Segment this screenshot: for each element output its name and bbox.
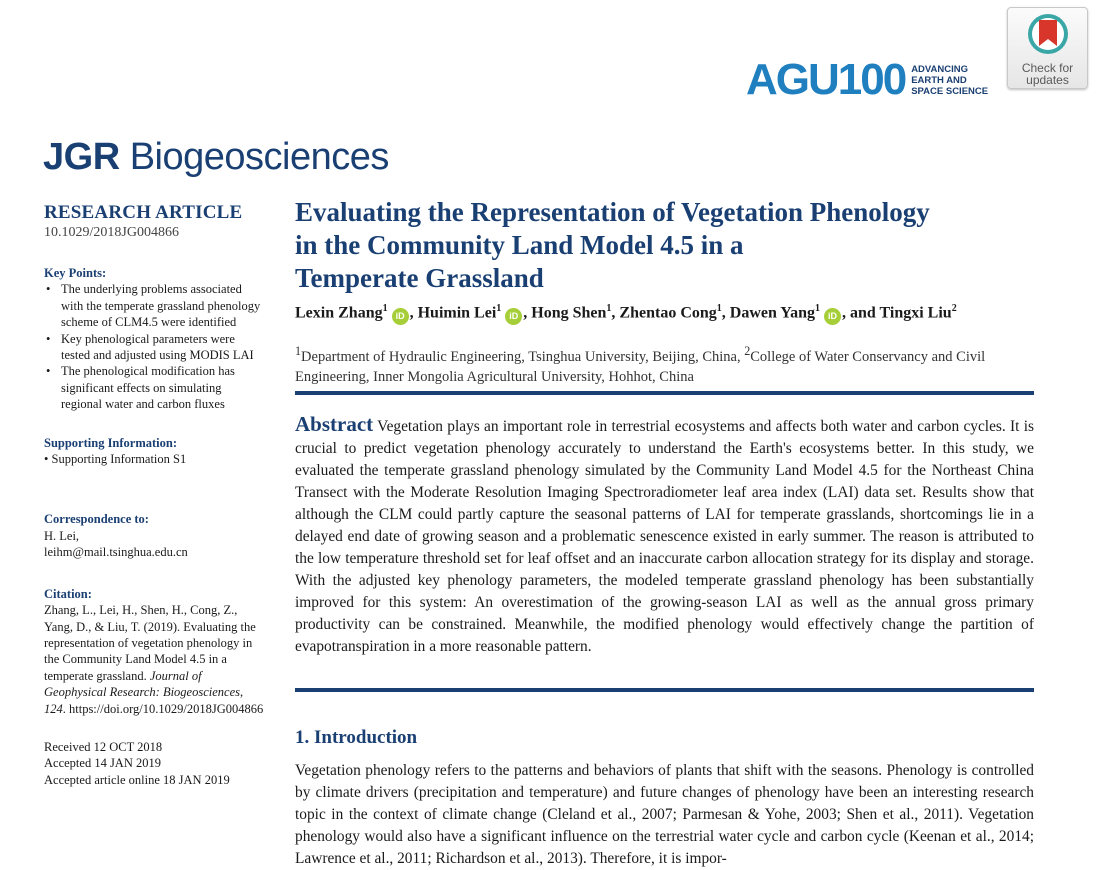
- orcid-icon[interactable]: iD: [392, 308, 409, 325]
- abstract: [295, 413, 1034, 658]
- author-list: [295, 303, 1040, 325]
- abstract-text: Vegetation plays an important role in terrestrial ecosystems and affects both water and carbon cycles. It is crucial to predict vegetation phenology accurately to understand the Earth's ecosystems better. In this study, we evaluated the temperate grassland phenology simulated by the Community Land Model 4.5 for the Northeast China Transect with the Moderate Resolution Imaging Spectroradiometer leaf area index (LAI) data set. Results show that although the CLM could partly capture the seasonal patterns of LAI for temperate grasslands, shortcomings lie in a delayed end date of growing season and a problematic senescence existed in early summer. The reason is attributed to the low temperature threshold set for leaf offset and an inaccurate carbon allocation strategy for its display and storage. With the adjusted key phenology parameters, the modeled temperate grassland phenology has been substantially improved for this system: An overestimation of the growing-season LAI as well as the annual gross primary productivity can be constrained. Meanwhile, the modified phenology would effectively change the partition of evapotranspiration in a more reasonable pattern.: [295, 418, 1034, 655]
- section-heading: 1. Introduction: [295, 727, 418, 748]
- author-name[interactable]: Huimin Lei: [417, 304, 497, 322]
- author-affiliation: 1: [814, 303, 820, 314]
- author-separator: ,: [523, 304, 532, 322]
- list-item: • The underlying problems associated with the temperate grassland phenology scheme of CLM4.5 were identified: [61, 281, 264, 330]
- author-separator: ,: [611, 304, 620, 322]
- author-affiliation: 1: [606, 303, 612, 314]
- supporting-info-heading: Supporting Information:: [44, 435, 178, 450]
- journal-title-rest: Biogeosciences: [129, 136, 389, 178]
- author-separator: , and: [841, 304, 880, 322]
- online-date: Accepted article online 18 JAN 2019: [44, 772, 230, 787]
- key-points-heading: Key Points:: [44, 266, 107, 280]
- citation-block: Zhang, L., Lei, H., Shen, H., Cong, Z., Yang, D., & Liu, T. (2019). Evaluating the representation of vegetation phenology in the Community Land Model 4.5 in a temperate grassland. Journal of Geophysical Research: Biogeosciences, 124. https://doi.org/10.1029/2018JG004866: [44, 603, 264, 716]
- abstract-heading: Abstract: [295, 412, 374, 436]
- journal-title-bold: JGR: [43, 136, 120, 178]
- author-name[interactable]: Dawen Yang: [729, 304, 815, 322]
- author-affiliation: 1: [382, 303, 388, 314]
- check-for-updates-label: Check for updates: [1021, 61, 1074, 87]
- author-name[interactable]: Lexin Zhang: [295, 304, 383, 322]
- check-for-updates-button[interactable]: [1007, 7, 1088, 89]
- supporting-info-item[interactable]: • Supporting Information S1: [44, 452, 187, 467]
- author-affiliation: 1: [716, 303, 722, 314]
- agu100-wordmark: AGU100: [746, 55, 906, 104]
- author-name[interactable]: Hong Shen: [531, 304, 607, 322]
- crossmark-icon: [1026, 12, 1070, 56]
- list-item: • Key phenological parameters were tested and adjusted using MODIS LAI: [61, 331, 264, 364]
- correspondence-heading: Correspondence to:: [44, 512, 149, 527]
- key-points-list: [44, 281, 264, 412]
- list-item: • The phenological modification has significant effects on simulating regional water and carbon fluxes: [61, 363, 264, 412]
- author-name[interactable]: Tingxi Liu: [879, 304, 952, 322]
- author-name[interactable]: Zhentao Cong: [619, 304, 717, 322]
- accepted-date: Accepted 14 JAN 2019: [44, 756, 161, 771]
- sidebar: [44, 202, 264, 788]
- affiliations: $^1$Department of Hydraulic Engineering, Tsinghua University, Beijing, China, $^2$College of Water Conservancy and Civil Engineering, Inner Mongolia Agricultural University, Hohhot, China: [295, 344, 986, 385]
- article-type: RESEARCH ARTICLE: [44, 202, 243, 223]
- author-affiliation: 2: [951, 303, 957, 314]
- correspondence-email[interactable]: leihm@mail.tsinghua.edu.cn: [44, 545, 188, 560]
- citation-volume: 124: [44, 701, 63, 716]
- divider-bottom: [295, 688, 1034, 692]
- agu100-logo: [746, 55, 993, 104]
- agu-tagline: ADVANCING EARTH AND SPACE SCIENCE: [911, 63, 989, 97]
- citation-journal: Journal of Geophysical Research: Biogeosciences: [44, 668, 240, 700]
- article-title: Evaluating the Representation of Vegetation Phenology in the Community Land Model 4.5 in a Temperate Grassland: [295, 197, 930, 293]
- received-date: Received 12 OCT 2018: [44, 739, 163, 754]
- orcid-icon[interactable]: iD: [505, 308, 522, 325]
- author-affiliation: 1: [496, 303, 502, 314]
- article-doi: 10.1029/2018JG004866: [44, 225, 179, 240]
- journal-title: [43, 136, 389, 179]
- author-separator: ,: [721, 304, 730, 322]
- divider-top: [295, 391, 1034, 395]
- citation-text: Zhang, L., Lei, H., Shen, H., Cong, Z., Yang, D., & Liu, T. (2019). Evaluating the representation of vegetation phenology in the Community Land Model 4.5 in a temperate grassland.: [44, 603, 256, 683]
- orcid-icon[interactable]: iD: [824, 308, 841, 325]
- citation-doi[interactable]: https://doi.org/10.1029/2018JG004866: [69, 701, 264, 716]
- author-separator: ,: [409, 304, 418, 322]
- correspondence-name: H. Lei,: [44, 528, 80, 543]
- intro-paragraph: Vegetation phenology refers to the patterns and behaviors of plants that shift with the seasons. Phenology is controlled by climate drivers (precipitation and temperature) and future changes of phenology have been an interesting research topic in the context of climate change (Cleland et al., 2007; Parmesan & Yohe, 2003; Shen et al., 2011). Vegetation phenology would also have a significant influence on the terrestrial water cycle and carbon cycle (Keenan et al., 2014; Lawrence et al., 2011; Richardson et al., 2013). Therefore, it is impor-: [295, 762, 1034, 867]
- citation-heading: Citation:: [44, 586, 92, 601]
